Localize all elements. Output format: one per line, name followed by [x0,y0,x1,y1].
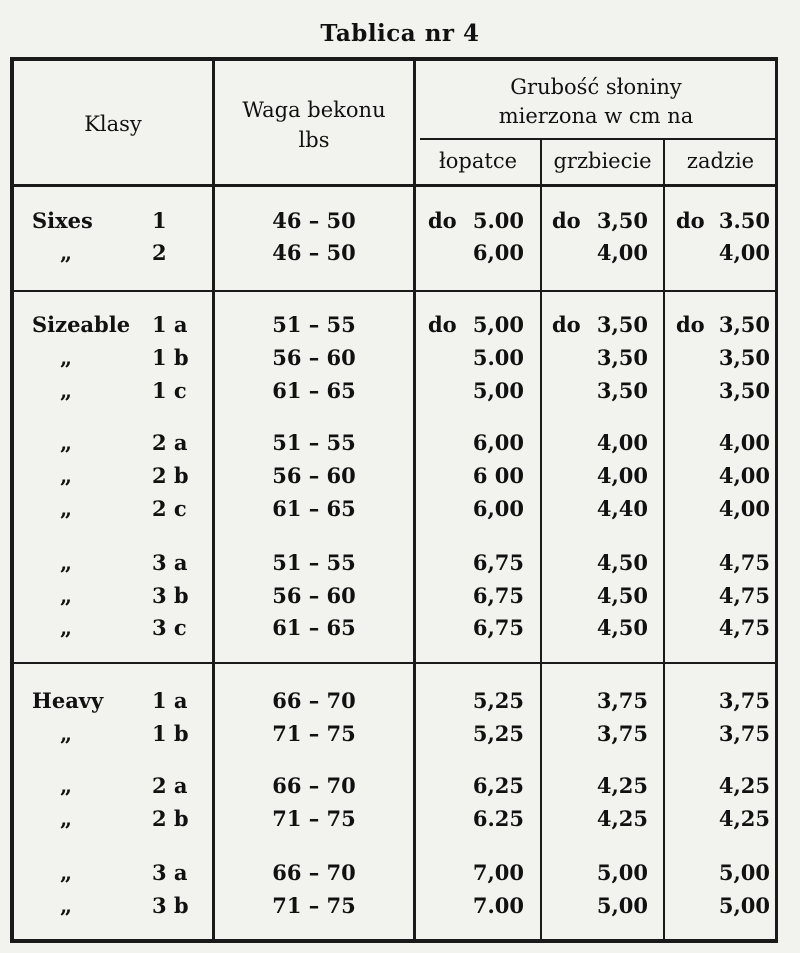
grzbiecie-value: 3,75 [596,688,648,713]
zadzie-prefix: do [676,312,705,337]
row-class: „ [60,893,73,918]
lopatce-value: 6,00 [472,496,524,521]
lopatce-value: 7,00 [472,860,524,885]
row-class: „ [60,463,73,488]
grzbiecie-value: 3,50 [596,312,648,337]
row-weight: 56 – 60 [272,463,356,488]
zadzie-value: 3,50 [718,378,770,403]
lopatce-value: 6,00 [472,240,524,265]
zadzie-value: 5,00 [718,893,770,918]
header-zadzie: zadzie [686,149,755,173]
lopatce-value: 5.00 [472,345,524,370]
grzbiecie-value: 5,00 [596,893,648,918]
row-subclass: 3 a [152,550,188,575]
lopatce-prefix: do [428,208,457,233]
row-class: „ [60,583,73,608]
row-class: Sixes [32,208,93,233]
zadzie-value: 4,75 [718,615,770,640]
row-class: „ [60,550,73,575]
row-subclass: 2 c [152,496,187,521]
row-weight: 66 – 70 [272,688,356,713]
lopatce-value: 6.25 [472,806,524,831]
row-subclass: 1 b [152,721,189,746]
grzbiecie-value: 4,50 [596,615,648,640]
zadzie-prefix: do [676,208,705,233]
row-weight: 66 – 70 [272,860,356,885]
grzbiecie-value: 4,40 [596,496,648,521]
zadzie-value: 3.50 [718,208,770,233]
group-rule-1 [12,290,776,292]
grzbiecie-value: 3,75 [596,721,648,746]
row-weight: 71 – 75 [272,721,356,746]
lopatce-value: 7.00 [472,893,524,918]
row-class: „ [60,378,73,403]
zadzie-value: 3,50 [718,345,770,370]
zadzie-value: 4,75 [718,583,770,608]
header-waga-line1: Waga bekonu [242,98,386,122]
group-rule-2 [12,662,776,664]
grzbiecie-value: 3,50 [596,345,648,370]
lopatce-value: 5.00 [472,208,524,233]
row-subclass: 1 a [152,688,188,713]
grzbiecie-value: 4,25 [596,806,648,831]
grzbiecie-prefix: do [552,208,581,233]
grzbiecie-value: 4,00 [596,463,648,488]
zadzie-value: 3,75 [718,688,770,713]
zadzie-value: 4,25 [718,773,770,798]
row-weight: 61 – 65 [272,496,356,521]
lopatce-value: 5,25 [472,721,524,746]
row-class: „ [60,345,73,370]
lopatce-value: 6,75 [472,615,524,640]
row-subclass: 3 a [152,860,188,885]
grzbiecie-value: 3,50 [596,378,648,403]
header-lopatce: łopatce [438,149,518,173]
lopatce-value: 6,75 [472,583,524,608]
row-weight: 51 – 55 [272,550,356,575]
grzbiecie-value: 4,50 [596,550,648,575]
row-class: „ [60,721,73,746]
row-class: „ [60,615,73,640]
row-weight: 51 – 55 [272,430,356,455]
divider-lopatce-grzbiecie [540,140,542,940]
lopatce-value: 6,75 [472,550,524,575]
row-subclass: 1 c [152,378,187,403]
lopatce-value: 6,00 [472,430,524,455]
zadzie-value: 4,00 [718,430,770,455]
row-subclass: 3 b [152,893,189,918]
zadzie-value: 4,75 [718,550,770,575]
row-class: „ [60,860,73,885]
row-class: „ [60,806,73,831]
row-class: „ [60,773,73,798]
zadzie-value: 3,75 [718,721,770,746]
row-class: Heavy [32,688,104,713]
lopatce-value: 5,00 [472,378,524,403]
row-weight: 61 – 65 [272,378,356,403]
row-subclass: 3 b [152,583,189,608]
zadzie-value: 4,00 [718,240,770,265]
row-weight: 71 – 75 [272,893,356,918]
row-weight: 56 – 60 [272,345,356,370]
grzbiecie-value: 4,00 [596,240,648,265]
zadzie-value: 4,00 [718,463,770,488]
grzbiecie-value: 5,00 [596,860,648,885]
zadzie-value: 5,00 [718,860,770,885]
lopatce-value: 5,00 [472,312,524,337]
row-subclass: 1 [152,208,167,233]
row-subclass: 3 c [152,615,187,640]
divider-waga-grubosc [413,60,416,940]
row-class: „ [60,496,73,521]
row-subclass: 2 b [152,463,189,488]
row-weight: 46 – 50 [272,208,356,233]
zadzie-value: 3,50 [718,312,770,337]
grzbiecie-value: 4,25 [596,773,648,798]
grzbiecie-value: 3,50 [596,208,648,233]
row-weight: 66 – 70 [272,773,356,798]
row-weight: 56 – 60 [272,583,356,608]
zadzie-value: 4,25 [718,806,770,831]
header-grubosc-line2: mierzona w cm na [498,104,694,128]
row-subclass: 2 [152,240,167,265]
grzbiecie-value: 4,00 [596,430,648,455]
header-bottom-rule [12,184,776,187]
row-subclass: 1 b [152,345,189,370]
row-class: „ [60,240,73,265]
header-klasy: Klasy [84,112,142,136]
lopatce-prefix: do [428,312,457,337]
grzbiecie-value: 4,50 [596,583,648,608]
lopatce-value: 6,25 [472,773,524,798]
row-weight: 61 – 65 [272,615,356,640]
row-weight: 46 – 50 [272,240,356,265]
grzbiecie-prefix: do [552,312,581,337]
header-grubosc-line1: Grubość słoniny [510,75,682,99]
header-waga-line2: lbs [298,128,330,152]
lopatce-value: 5,25 [472,688,524,713]
lopatce-value: 6 00 [472,463,524,488]
row-class: Sizeable [32,312,131,337]
zadzie-value: 4,00 [718,496,770,521]
row-weight: 51 – 55 [272,312,356,337]
row-subclass: 2 a [152,773,188,798]
divider-grzbiecie-zadzie [663,140,665,940]
row-subclass: 2 b [152,806,189,831]
row-subclass: 2 a [152,430,188,455]
row-class: „ [60,430,73,455]
header-grzbiecie: grzbiecie [553,149,652,173]
row-weight: 71 – 75 [272,806,356,831]
header-subrule [420,138,776,140]
row-subclass: 1 a [152,312,188,337]
table-title: Tablica nr 4 [320,20,480,47]
